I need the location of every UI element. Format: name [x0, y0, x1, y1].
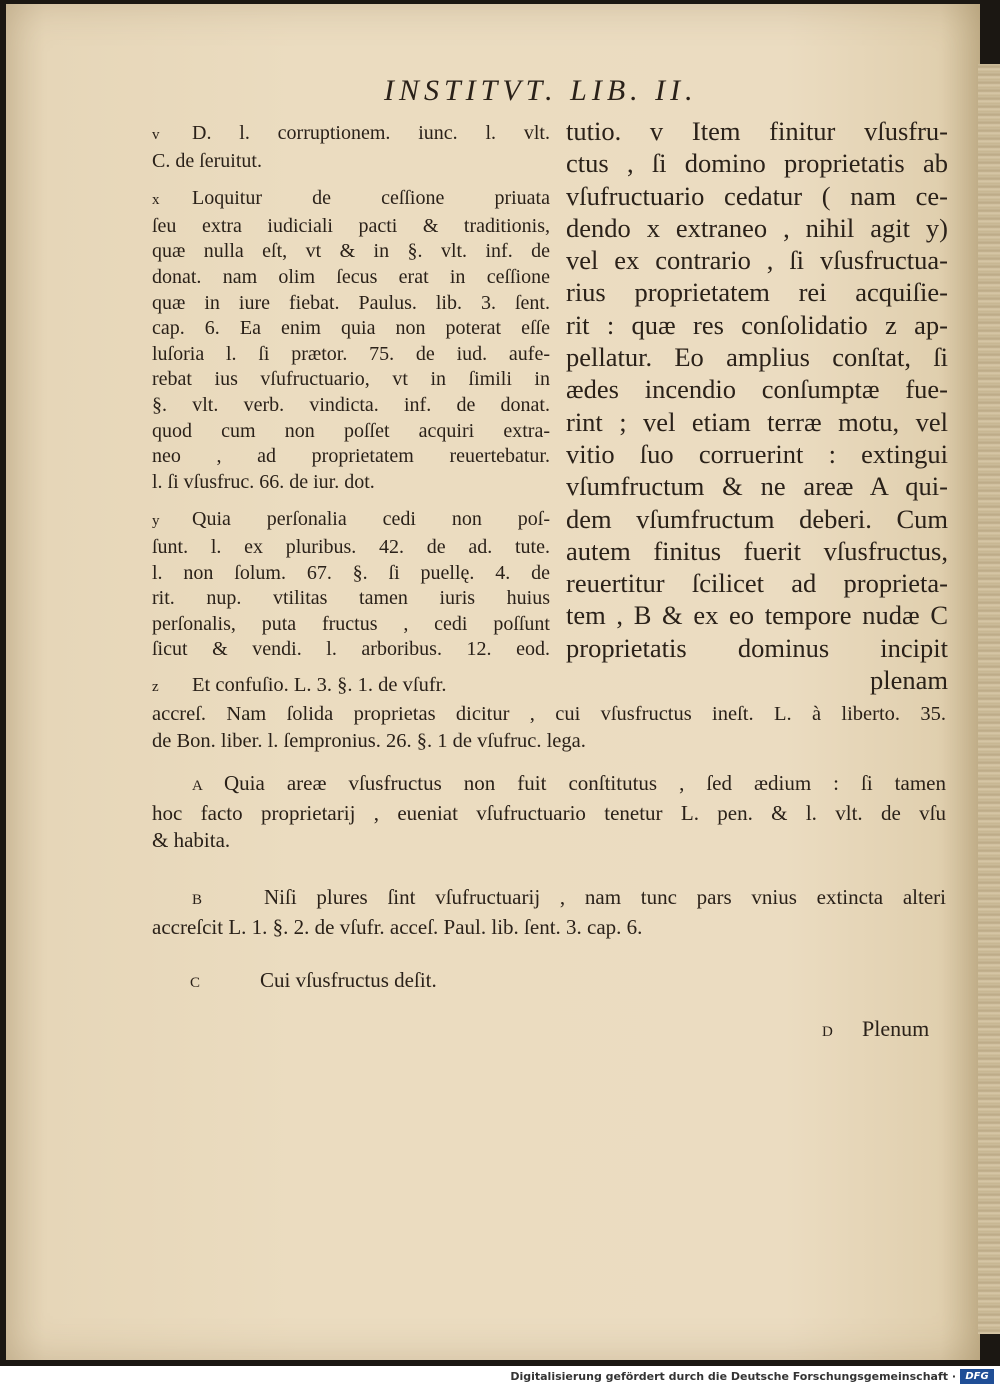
- dfg-logo: DFG: [960, 1369, 994, 1384]
- note-line: accreſcit L. 1. §. 2. de vſufr. acceſ. Paul. lib. ſent. 3. cap. 6.: [152, 915, 643, 939]
- main-text-line: tem , B & ex eo tempore nudæ C: [566, 600, 948, 631]
- note-line: A Quia areæ vſusfructus non fuit conſtitutus , ſed ædium : ſi tamen: [152, 770, 946, 800]
- main-text-line: dem vſumfructum deberi. Cum: [566, 503, 948, 534]
- main-text-line: ædes incendio conſumptæ fue-: [566, 374, 948, 405]
- note-line: C. de ſeruitut.: [152, 149, 262, 172]
- note-line: accreſ. Nam ſolida proprietas dicitur , cui vſusfructus ineſt. L. à liberto. 35.: [152, 703, 946, 725]
- note-line: luſoria l. ſi prætor. 75. de iud. aufe-: [152, 342, 550, 365]
- funding-credit: Digitalisierung gefördert durch die Deutsche Forschungsgemeinschaft ·: [510, 1370, 956, 1383]
- main-text-line: ctus , ſi domino proprietatis ab: [566, 148, 948, 179]
- note-line: hoc facto proprietarij , eueniat vſufructuario tenetur L. pen. & l. vlt. de vſu: [152, 801, 946, 825]
- main-text-column: [566, 115, 948, 696]
- main-text-line: reuertitur ſcilicet ad proprieta-: [566, 568, 948, 599]
- running-head: INSTITVT. LIB. II.: [384, 74, 698, 107]
- note-line: quod cum non poſſet acquiri extra-: [152, 419, 550, 442]
- note-line: §. vlt. verb. vindicta. inf. de donat.: [152, 393, 550, 416]
- note-marker: y: [152, 513, 161, 530]
- note-line: B Niſi plures ſint vſufructuarij , nam tunc pars vnius extincta alteri: [152, 884, 946, 914]
- note-line: & habita.: [152, 828, 231, 852]
- main-text-line: rius proprietatem rei acquiſie-: [566, 277, 948, 308]
- note-line: ſeu extra iudiciali pacti & traditionis,: [152, 214, 550, 237]
- note-line: perſonalis, puta fructus , cedi poſſunt: [152, 612, 550, 635]
- note-marker: B: [192, 892, 204, 908]
- note-line: ſunt. l. ex pluribus. 42. de ad. tute.: [152, 535, 550, 558]
- page-fore-edge: [978, 64, 1000, 1334]
- footnote-z: [152, 672, 946, 755]
- note-line: cap. 6. Ea enim quia non poterat eſſe: [152, 317, 550, 340]
- digitization-footer: [0, 1366, 1000, 1388]
- main-text-line: plenam: [870, 665, 948, 696]
- main-text-line: tutio. v Item finitur vſusfru-: [566, 116, 948, 146]
- note-line: neo , ad proprietatem reuertebatur.: [152, 445, 550, 468]
- main-text-line: vſumfructum & ne areæ A qui-: [566, 471, 948, 502]
- footnote-c: [152, 967, 946, 997]
- note-line: rit. nup. vtilitas tamen iuris huius: [152, 587, 550, 610]
- note-line: ſicut & vendi. l. arboribus. 12. eod.: [152, 638, 550, 661]
- left-footnote-column: [152, 121, 550, 663]
- main-text-line: rit : quæ res conſolidatio z ap-: [566, 309, 948, 340]
- note-line: C Cui vſusfructus deſit.: [152, 967, 946, 997]
- footnote-a: [152, 770, 946, 854]
- note-line: rebat ius vſufructuario, vt in ſimili in: [152, 368, 550, 391]
- note-line: l. ſi vſusfruc. 66. de iur. dot.: [152, 470, 375, 493]
- note-marker: A: [192, 778, 204, 794]
- note-line: quæ in iure fiebat. Paulus. lib. 3. ſent.: [152, 291, 550, 314]
- note-line: l. non ſolum. 67. §. ſi puellę. 4. de: [152, 561, 550, 584]
- note-line: quæ nulla eſt, vt & in §. vlt. inf. de: [152, 240, 550, 263]
- catchword-marker: D: [822, 1024, 834, 1040]
- note-marker: x: [152, 192, 161, 209]
- catchword: [822, 1016, 929, 1042]
- note-marker: z: [152, 679, 160, 695]
- note-marker: C: [190, 975, 202, 991]
- main-text-line: proprietatis dominus incipit: [566, 632, 948, 663]
- note-marker: v: [152, 127, 161, 143]
- main-text-line: dendo x extraneo , nihil agit y): [566, 212, 948, 243]
- main-text-line: pellatur. Eo amplius conſtat, ſi: [566, 342, 948, 373]
- note-line: de Bon. liber. l. ſempronius. 26. §. 1 de vſufruc. lega.: [152, 730, 586, 752]
- note-line: donat. nam olim ſecus erat in ceſſione: [152, 265, 550, 288]
- main-text-line: vel ex contrario , ſi vſusfructua-: [566, 245, 948, 276]
- main-text-line: vſufructuario cedatur ( nam ce-: [566, 180, 948, 211]
- main-text-line: rint ; vel etiam terræ motu, vel: [566, 406, 948, 437]
- note-line: z Et confuſio. L. 3. §. 1. de vſufr.: [152, 672, 946, 701]
- main-text-line: vitio ſuo corruerint : extingui: [566, 438, 948, 469]
- footnote-b: [152, 884, 946, 941]
- note-line: x Loquitur de ceſſione priuata: [152, 186, 550, 214]
- main-text-line: autem finitus fuerit vſusfructus,: [566, 535, 948, 566]
- note-line: y Quia perſonalia cedi non poſ-: [152, 507, 550, 535]
- catchword-text: Plenum: [862, 1016, 930, 1041]
- note-line: v D. l. corruptionem. iunc. l. vlt.: [152, 121, 550, 149]
